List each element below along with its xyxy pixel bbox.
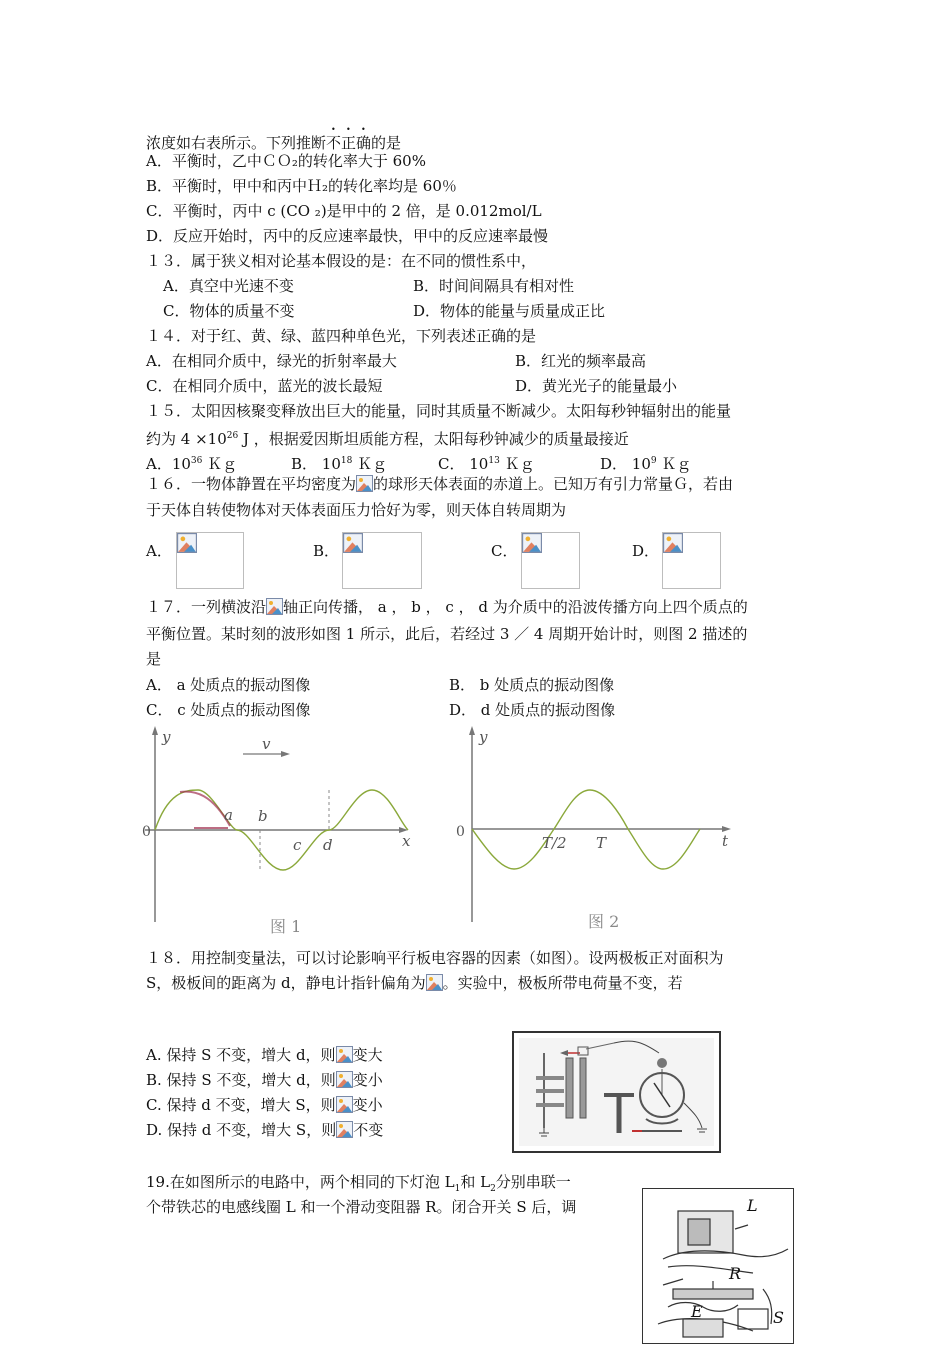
q18-stem-line2: S，极板间的距离为 d，静电计指针偏角为 。实验中，极板所带电荷量不变，若 <box>146 974 683 992</box>
capacitor-electrometer-diagram <box>514 1033 719 1151</box>
broken-image-icon <box>336 1071 353 1088</box>
q14-option-d: D．黄光光子的能量最小 <box>515 377 678 395</box>
t-axis-label: t <box>722 832 729 850</box>
q17-option-b: B． b 处质点的振动图像 <box>449 676 615 694</box>
q12-option-a: A．平衡时，乙中ＣＯ₂的转化率大于 60% <box>146 152 426 170</box>
broken-image-icon <box>356 475 373 492</box>
q15-option-d: D． $10^9$ Ｋｇ <box>600 455 692 473</box>
broken-image-icon <box>336 1096 353 1113</box>
q13-option-d: D．物体的能量与质量成正比 <box>413 302 606 320</box>
q15-option-a: A．$10^{36}$ Ｋｇ <box>146 455 238 473</box>
q13-stem: １３．属于狭义相对论基本假设的是：在不同的惯性系中， <box>146 252 537 270</box>
q15-stem-line1: １５．太阳因核聚变释放出巨大的能量，同时其质量不断减少。太阳每秒钟辐射出的能量 <box>146 402 732 420</box>
q17-option-d: D． d 处质点的振动图像 <box>449 701 616 719</box>
q12-option-b: B．平衡时，甲中和丙中Ｈ₂的转化率均是 60％ <box>146 177 457 195</box>
battery-label: E <box>691 1302 703 1321</box>
origin-label: 0 <box>142 824 151 840</box>
q18-option-a: A. 保持 S 不变，增大 d，则 变大 <box>146 1046 383 1064</box>
capacitor-figure-frame <box>512 1031 721 1153</box>
q16-option-b-label: B． <box>313 542 340 560</box>
q14-option-c: C．在相同介质中，蓝光的波长最短 <box>146 377 383 395</box>
q16-option-d-label: D． <box>632 542 660 560</box>
point-a-label: a <box>224 806 233 824</box>
rheostat-label: R <box>729 1264 742 1283</box>
q12-option-d: D．反应开始时，丙中的反应速率最快，甲中的反应速率最慢 <box>146 227 549 245</box>
figure-2-caption: 图 2 <box>588 912 620 931</box>
q17-option-c: C． c 处质点的振动图像 <box>146 701 311 719</box>
inductor-label: L <box>747 1196 758 1215</box>
q15-option-c: C． $10^{13}$ Ｋｇ <box>438 455 535 473</box>
circuit-diagram <box>643 1189 793 1343</box>
q17-option-a: A． a 处质点的振动图像 <box>146 676 311 694</box>
y-axis-label: y <box>162 728 171 746</box>
broken-image-icon <box>266 598 283 615</box>
velocity-label: v <box>262 735 271 753</box>
broken-image-icon <box>336 1046 353 1063</box>
q17-stem-line3: 是 <box>146 650 162 668</box>
broken-image-icon <box>343 533 363 553</box>
switch-label: S <box>773 1308 784 1327</box>
q18-option-b: B. 保持 S 不变，增大 d，则 变小 <box>146 1071 383 1089</box>
q18-stem-line1: １８．用控制变量法，可以讨论影响平行板电容器的因素（如图）。设两极板正对面积为 <box>146 949 724 967</box>
q16-stem-line1: １６．一物体静置在平均密度为 的球形天体表面的赤道上。已知万有引力常量Ｇ，若由 <box>146 475 734 493</box>
q13-option-a: A．真空中光速不变 <box>163 277 294 295</box>
figure-1-wave-graph <box>140 722 430 940</box>
broken-image-icon <box>426 974 443 991</box>
q15-option-b: B． $10^{18}$ Ｋｇ <box>291 455 388 473</box>
figure-1-caption: 图 1 <box>270 917 302 936</box>
broken-image-icon <box>522 533 542 553</box>
q16-option-d-image <box>662 532 721 589</box>
q14-option-a: A．在相同介质中，绿光的折射率最大 <box>146 352 397 370</box>
q18-option-c: C. 保持 d 不变，增大 S，则 变小 <box>146 1096 383 1114</box>
q17-stem-line2: 平衡位置。某时刻的波形如图 1 所示，此后，若经过 3 ／ 4 周期开始计时，则图 2 描述的 <box>146 625 748 643</box>
point-b-label: b <box>258 807 268 825</box>
figure-2-vibration-graph <box>450 722 740 940</box>
circuit-figure-frame <box>642 1188 794 1344</box>
broken-image-icon <box>663 533 683 553</box>
y-axis-label: y <box>479 728 488 746</box>
emphasis-text: 不正确 <box>326 134 372 152</box>
q16-option-c-image <box>521 532 580 589</box>
q17-stem-line1: １７．一列横波沿 轴正向传播， a ， b ， c ， d 为介质中的沿波传播方向上四个质点的 <box>146 598 748 616</box>
q16-option-a-label: A． <box>146 542 172 560</box>
q13-option-c: C．物体的质量不变 <box>163 302 295 320</box>
q18-option-d: D. 保持 d 不变，增大 S，则 不变 <box>146 1121 384 1139</box>
q19-stem-line2: 个带铁芯的电感线圈 L 和一个滑动变阻器 R。闭合开关 S 后，调 <box>146 1198 577 1216</box>
q15-stem-line2: 约为 $4 \times 10^{26}$ J ，根据爱因斯坦质能方程，太阳每秒钟减少的质量最接近 <box>146 430 629 448</box>
q14-option-b: B．红光的频率最高 <box>515 352 647 370</box>
point-d-label: d <box>323 836 333 854</box>
broken-image-icon <box>336 1121 353 1138</box>
q16-option-a-image <box>176 532 244 589</box>
point-c-label: c <box>293 836 302 854</box>
t-full-label: T <box>596 834 607 852</box>
origin-label: 0 <box>456 824 465 840</box>
x-axis-label: x <box>402 832 411 850</box>
q12-intro: 浓度如右表所示。下列推断不正确的是 <box>146 134 402 152</box>
q19-stem-line1: 19.在如图所示的电路中，两个相同的下灯泡 $L_1$和 $L_2$分别串联一 <box>146 1173 571 1194</box>
q16-stem-line2: 于天体自转使物体对天体表面压力恰好为零，则天体自转周期为 <box>146 501 567 519</box>
broken-image-icon <box>177 533 197 553</box>
q16-option-b-image <box>342 532 422 589</box>
q12-option-c: C．平衡时，丙中 c (CO ₂)是甲中的 2 倍，是 0.012mol/L <box>146 202 542 220</box>
q16-option-c-label: C． <box>491 542 518 560</box>
q14-stem: １４．对于红、黄、绿、蓝四种单色光，下列表述正确的是 <box>146 327 537 345</box>
t-half-label: T/2 <box>542 834 567 852</box>
q13-option-b: B．时间间隔具有相对性 <box>413 277 575 295</box>
